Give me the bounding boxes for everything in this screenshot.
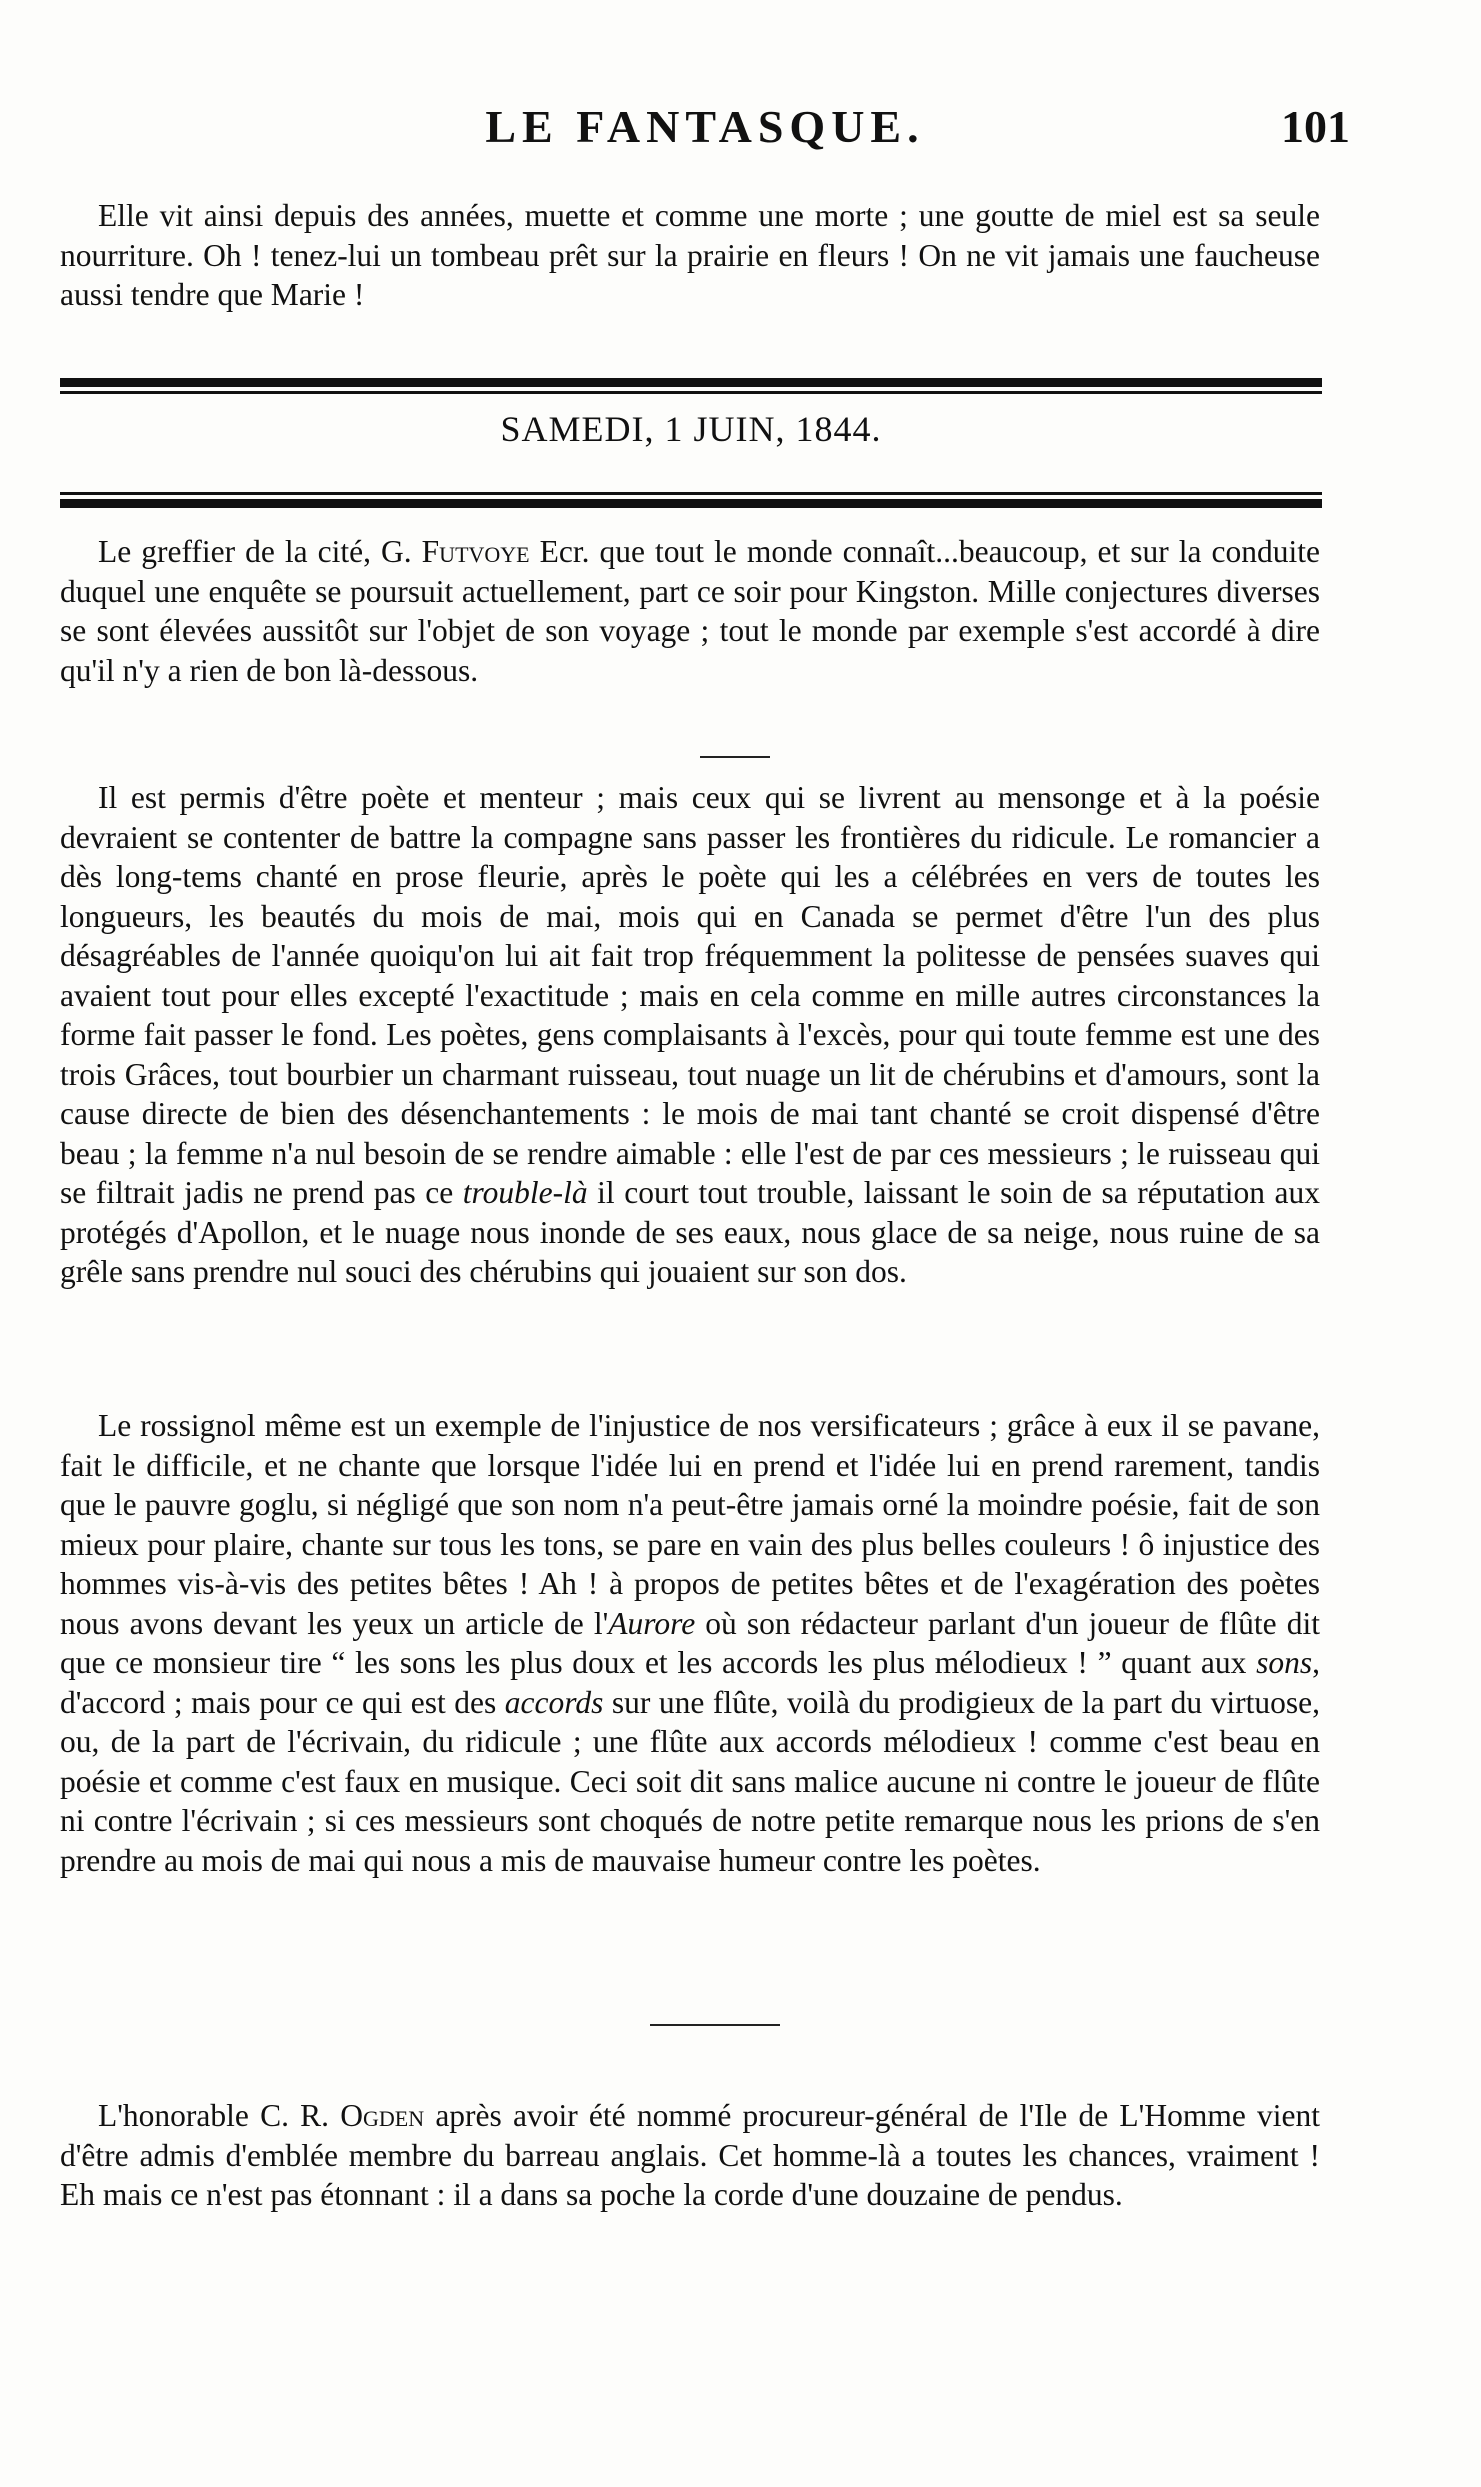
article-text: Il est permis d'être poète et menteur ; mais ceux qui se livrent au mensonge et à la poésie devraient se contenter de battre la compagne sans passer les frontières du ridicule. Le romancier a dès long-tems chanté en prose fleurie, après le poète qui les a célébrées en vers de toutes les longueurs, les beautés du mois de mai, mois qui en Canada se permet d'être l'un des plus désagréables de l'année quoiqu'on lui ait fait trop fréquemment la politesse de pensées suaves qui avaient tout pour elles excepté l'exactitude ; mais en cela comme en mille autres circonstances la forme fait passer le fond. Les poètes, gens complaisants à l'excès, pour qui toute femme est une des trois Grâces, tout bourbier un charmant ruisseau, tout nuage un lit de chérubins et d'amours, sont la cause directe de bien des désenchantements : le mois de mai tant chanté se croit dispensé d'être beau ; la femme n'a nul besoin de se rendre aimable : elle l'est de par ces messieurs ; le ruisseau qui se filtrait jadis ne prend pas ce: [60, 780, 1320, 1210]
divider-rule: [60, 499, 1322, 508]
article-text: où son rédacteur parlant d'un joueur de flûte dit que ce monsieur tire “ les sons les plus doux et les accords les plus mélodieux ! ” quant aux: [60, 1605, 1320, 1680]
italic-text: sons: [1256, 1645, 1313, 1680]
article-text: sur une flûte, voilà du prodigieux de la part du virtuose, ou, de la part de l'écrivain, du ridicule ; une flûte aux accords mélodieux ! comme c'est beau en poésie et comme c'est faux en musique. Ceci soit dit sans malice aucune ni contre le joueur de flûte ni contre l'écrivain ; si ces messieurs sont choqués de notre petite remarque nous les prions de s'en prendre au mois de mai qui nous a mis de mauvaise humeur contre les poètes.: [60, 1684, 1320, 1878]
article-paragraph: [60, 778, 1320, 1292]
person-name: G. Futvoye: [381, 534, 530, 569]
article-text: Le greffier de la cité,: [98, 534, 382, 569]
article-text: Ecr. que tout le monde connaît...beaucoup, et sur la conduite duquel une enquête se poursuit actuellement, part ce soir pour Kingston. Mille conjectures diverses se sont élevées aussitôt sur l'objet de son voyage ; tout le monde par exemple s'est accordé à dire qu'il n'y a rien de bon là-dessous.: [60, 534, 1321, 688]
italic-text: accords: [504, 1684, 604, 1720]
page-header: [60, 100, 1350, 170]
article-paragraph: [60, 1406, 1320, 1880]
article-paragraph: [60, 532, 1320, 690]
dateline: SAMEDI, 1 JUIN, 1844.: [500, 409, 882, 449]
divider-rule: [60, 492, 1322, 495]
article-text: L'honorable: [98, 2098, 261, 2133]
section-separator: [650, 2024, 780, 2026]
intro-paragraph: Elle vit ainsi depuis des années, muette et comme une morte ; une goutte de miel est sa seule nourriture. Oh ! tenez-lui un tombeau prêt sur la prairie en fleurs ! On ne vit jamais une faucheuse aussi tendre que Marie !: [60, 198, 1320, 312]
italic-text: Aurore: [608, 1605, 696, 1641]
article-text: , d'accord ; mais pour ce qui est des: [60, 1645, 1320, 1720]
divider-rule: [60, 391, 1322, 394]
article-text: Le rossignol même est un exemple de l'injustice de nos versificateurs ; grâce à eux il se pavane, fait le difficile, et ne chante que lorsque l'idée lui en prend et l'idée lui en prend rarement, tandis que le pauvre goglu, si négligé que son nom n'a peut-être jamais orné la moindre poésie, fait de son mieux pour plaire, chante sur tous les tons, se pare en vain des plus belles couleurs ! ô injustice des hommes vis-à-vis des petites bêtes ! Ah ! à propos de petites bêtes et de l'exagération des poètes nous avons devant les yeux un article de l': [60, 1408, 1320, 1641]
article-text: il court tout trouble, laissant le soin de sa réputation aux protégés d'Apollon, et le nuage nous inonde de ses eaux, nous glace de sa neige, nous ruine de sa grêle sans prendre nul souci des chérubins qui jouaient sur son dos.: [60, 1175, 1321, 1289]
article-paragraph: [60, 2096, 1320, 2215]
italic-text: trouble-là: [462, 1175, 588, 1210]
page-number: 101: [1281, 101, 1350, 152]
person-name: C. R. Ogden: [260, 2098, 425, 2133]
divider-rule: [60, 378, 1322, 387]
section-separator: [700, 756, 770, 758]
running-title: LE FANTASQUE.: [485, 101, 925, 152]
article-text: après avoir été nommé procureur-général de l'Ile de L'Homme vient d'être admis d'emblée membre du barreau anglais. Cet homme-là a toutes les chances, vraiment ! Eh mais ce n'est pas étonnant : il a dans sa poche la corde d'une douzaine de pendus.: [60, 2098, 1320, 2212]
